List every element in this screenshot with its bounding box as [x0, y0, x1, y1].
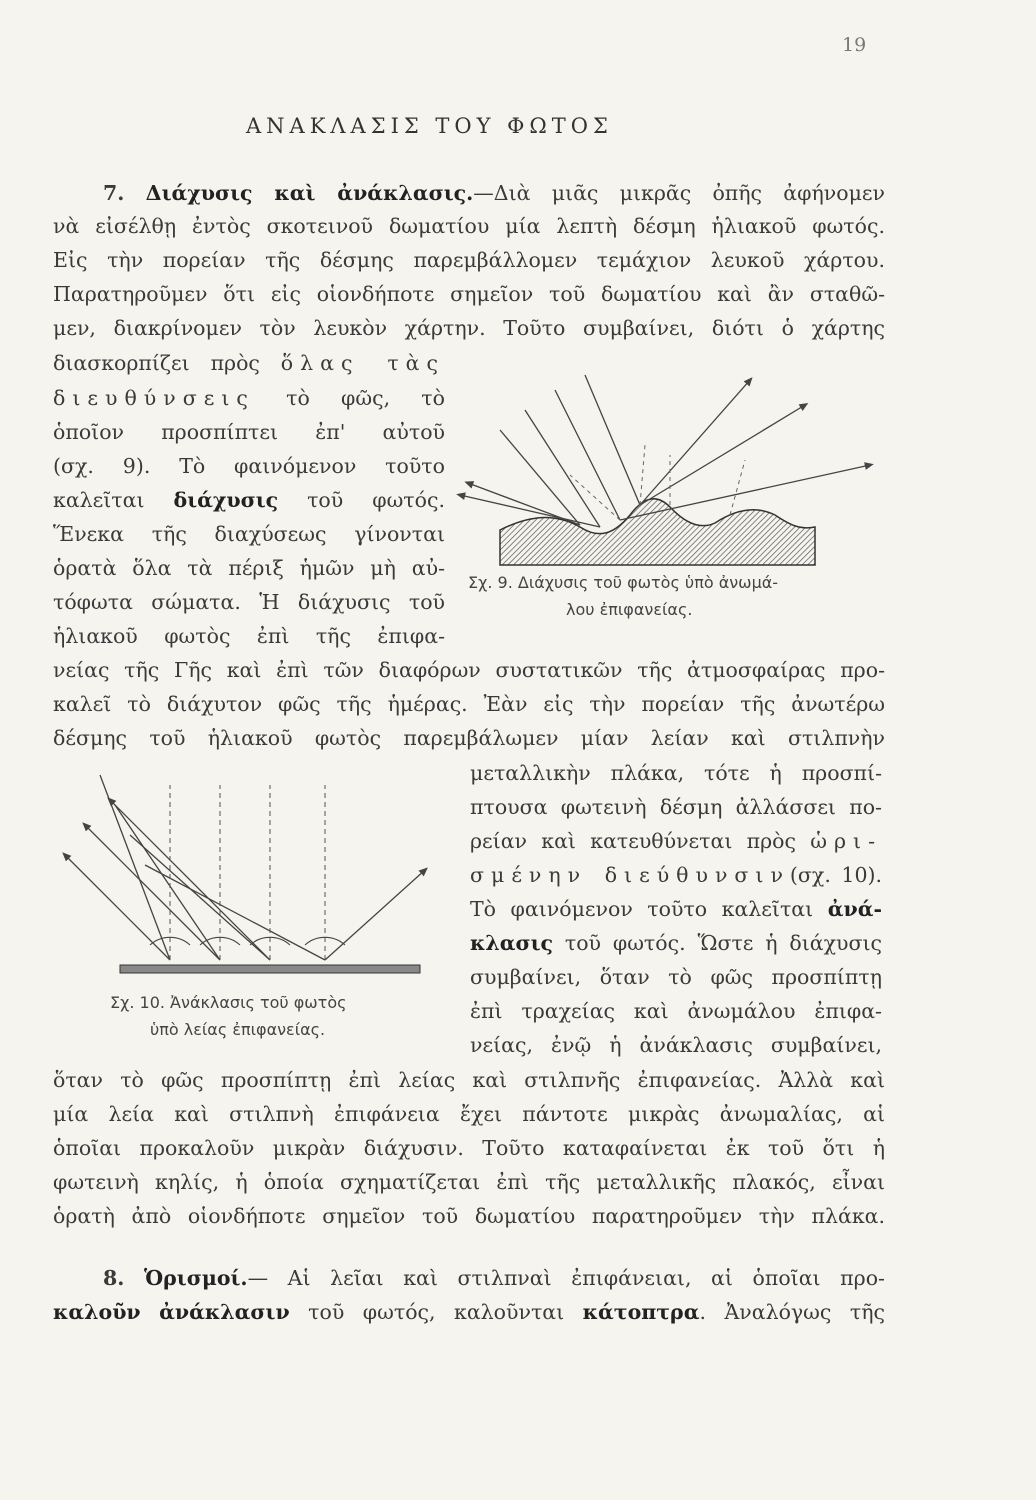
right-column-line-3a: ρείαν καὶ κατευθύνεται πρὸς [470, 829, 796, 853]
section-7-line-2: νὰ εἰσέλθῃ ἐντὸς σκοτεινοῦ δωματίου μία λεπτὴ δέσμη ἡλιακοῦ φωτός. [53, 214, 885, 238]
section-7-title: Διάχυσις καὶ ἀνάκλασις. [145, 181, 474, 205]
right-column-line-2: πτουσα φωτεινὴ δέσμη ἀλλάσσει πο- [470, 795, 882, 819]
right-column-line-3b: ὡρι- [810, 829, 882, 853]
figure-9-diffuse-reflection [440, 355, 880, 580]
figure-9-caption-line-1: Σχ. 9. Διάχυσις τοῦ φωτὸς ὑπὸ ἀνωμά- [468, 573, 779, 592]
section-8-title: Ὁρισμοί. [144, 1266, 248, 1290]
column-line-2b: τὸ φῶς, τὸ [286, 386, 445, 410]
term-anaklasin: ἀνάκλασιν [159, 1300, 290, 1324]
section-7-line-w4: ὅταν τὸ φῶς προσπίπτῃ ἐπὶ λείας καὶ στιλπνῆς ἐπιφανείας. Ἀλλὰ καὶ [53, 1068, 885, 1092]
column-line-4: (σχ. 9). Τὸ φαινόμενον τοῦτο [53, 454, 445, 478]
section-8-line-2e: . Ἀναλόγως τῆς [699, 1300, 885, 1324]
right-column-line-6 [470, 933, 882, 954]
section-8-line-1-rest: — Αἱ λεῖαι καὶ στιλπναὶ ἐπιφάνειαι, αἱ ὁποῖαι προ- [247, 1266, 885, 1290]
column-line-8: τόφωτα σώματα. Ἡ διάχυσις τοῦ [53, 590, 445, 614]
right-column-line-1: μεταλλικὴν πλάκα, τότε ἡ προσπί- [470, 761, 882, 785]
column-line-5c: τοῦ φωτός. [307, 488, 445, 512]
column-line-1 [53, 353, 445, 374]
rough-surface [500, 499, 815, 565]
column-line-7: ὁρατὰ ὅλα τὰ πέριξ ἡμῶν μὴ αὐ- [53, 556, 445, 580]
column-line-9: ἡλιακοῦ φωτὸς ἐπὶ τῆς ἐπιφα- [53, 624, 445, 648]
section-7-line-w6: ὁποῖαι προκαλοῦν μικρὰν διάχυσιν. Τοῦτο καταφαίνεται ἐκ τοῦ ὅτι ἡ [53, 1136, 885, 1160]
section-8-line-1 [103, 1268, 885, 1289]
right-column-line-4a: σμένην διεύθυνσιν [470, 863, 790, 887]
section-7-line-1 [103, 183, 885, 204]
page-number: 19 [842, 34, 867, 56]
right-column-line-4b: (σχ. 10). [789, 863, 882, 887]
section-7-line-4: Παρατηροῦμεν ὅτι εἰς οἱονδήποτε σημεῖον τοῦ δωματίου καὶ ἂν σταθῶ- [53, 282, 885, 306]
section-7-line-w5: μία λεία καὶ στιλπνὴ ἐπιφάνεια ἔχει πάντοτε μικρὰς ἀνωμαλίας, αἱ [53, 1102, 885, 1126]
column-line-1a: διασκορπίζει πρὸς [53, 351, 260, 375]
column-line-2 [53, 388, 445, 409]
right-column-line-5 [470, 899, 882, 920]
figure-10-specular-reflection [55, 765, 435, 985]
smooth-plate [120, 965, 420, 973]
column-line-6: Ἕνεκα τῆς διαχύσεως γίνονται [53, 522, 445, 546]
term-diachysis: διάχυσις [173, 488, 279, 512]
column-line-2a: διευθύνσεις [53, 386, 255, 410]
figure-9-caption-line-2: λου ἐπιφανείας. [566, 600, 693, 619]
section-8-number: 8. [103, 1266, 125, 1290]
column-line-5 [53, 490, 445, 511]
section-7-line-5: μεν, διακρίνομεν τὸν λευκὸν χάρτην. Τοῦτο συμβαίνει, διότι ὁ χάρτης [53, 316, 885, 340]
column-line-1b: ὅλας τὰς [280, 351, 445, 375]
right-column-line-5a: Τὸ φαινόμενον τοῦτο καλεῖται [470, 897, 814, 921]
chapter-heading: ΑΝΑΚΛΑΣΙΣ ΤΟΥ ΦΩΤΟΣ [246, 114, 613, 138]
column-line-5a: καλεῖται [53, 488, 145, 512]
section-7-line-w1: νείας τῆς Γῆς καὶ ἐπὶ τῶν διαφόρων συστατικῶν τῆς ἀτμοσφαίρας προ- [53, 658, 885, 682]
incident-rays [500, 375, 640, 527]
term-prokaloun: καλοῦν [53, 1300, 141, 1324]
section-7-line-w2: καλεῖ τὸ διάχυτον φῶς τῆς ἡμέρας. Ἐὰν εἰς τὴν πορείαν τῆς ἀνωτέρω [53, 692, 885, 716]
angle-arcs [150, 937, 345, 945]
section-7-line-1-rest: —Διὰ μιᾶς μικρᾶς ὀπῆς ἀφήνομεν [473, 181, 885, 205]
term-anaklasis-start: ἀνά- [827, 897, 882, 921]
term-katoptra: κάτοπτρα [582, 1300, 700, 1324]
section-8-line-2 [53, 1302, 885, 1323]
section-7-number: 7. [103, 181, 125, 205]
right-column-line-6b: τοῦ φωτός. Ὥστε ἡ διάχυσις [564, 931, 882, 955]
right-column-line-9: νείας, ἐνῷ ἡ ἀνάκλασις συμβαίνει, [470, 1033, 882, 1057]
incident-rays-parallel [100, 775, 325, 960]
right-column-line-7: συμβαίνει, ὅταν τὸ φῶς προσπίπτῃ [470, 965, 882, 989]
section-7-line-w8: ὁρατὴ ἀπὸ οἱονδήποτε σημεῖον τοῦ δωματίου παρατηροῦμεν τὴν πλάκα. [53, 1204, 885, 1228]
section-7-line-w3: δέσμης τοῦ ἡλιακοῦ φωτὸς παρεμβάλωμεν μίαν λείαν καὶ στιλπνὴν [53, 726, 885, 750]
right-column-line-8: ἐπὶ τραχείας καὶ ἀνωμάλου ἐπιφα- [470, 999, 882, 1023]
figure-10-caption-line-2: ὑπὸ λείας ἐπιφανείας. [150, 1020, 326, 1039]
section-7-line-3: Εἰς τὴν πορείαν τῆς δέσμης παρεμβάλλομεν τεμάχιον λευκοῦ χάρτου. [53, 248, 885, 272]
section-8-line-2c: τοῦ φωτός, καλοῦνται [308, 1300, 565, 1324]
column-line-3: ὁποῖον προσπίπτει ἐπ' αὐτοῦ [53, 420, 445, 444]
right-column-line-3 [470, 831, 882, 852]
section-7-line-w7: φωτεινὴ κηλίς, ἡ ὁποία σχηματίζεται ἐπὶ τῆς μεταλλικῆς πλακός, εἶναι [53, 1170, 885, 1194]
term-anaklasis-end: κλασις [470, 931, 554, 955]
right-column-line-4 [470, 865, 882, 886]
figure-10-caption-line-1: Σχ. 10. Ἀνάκλασις τοῦ φωτὸς [110, 993, 347, 1012]
